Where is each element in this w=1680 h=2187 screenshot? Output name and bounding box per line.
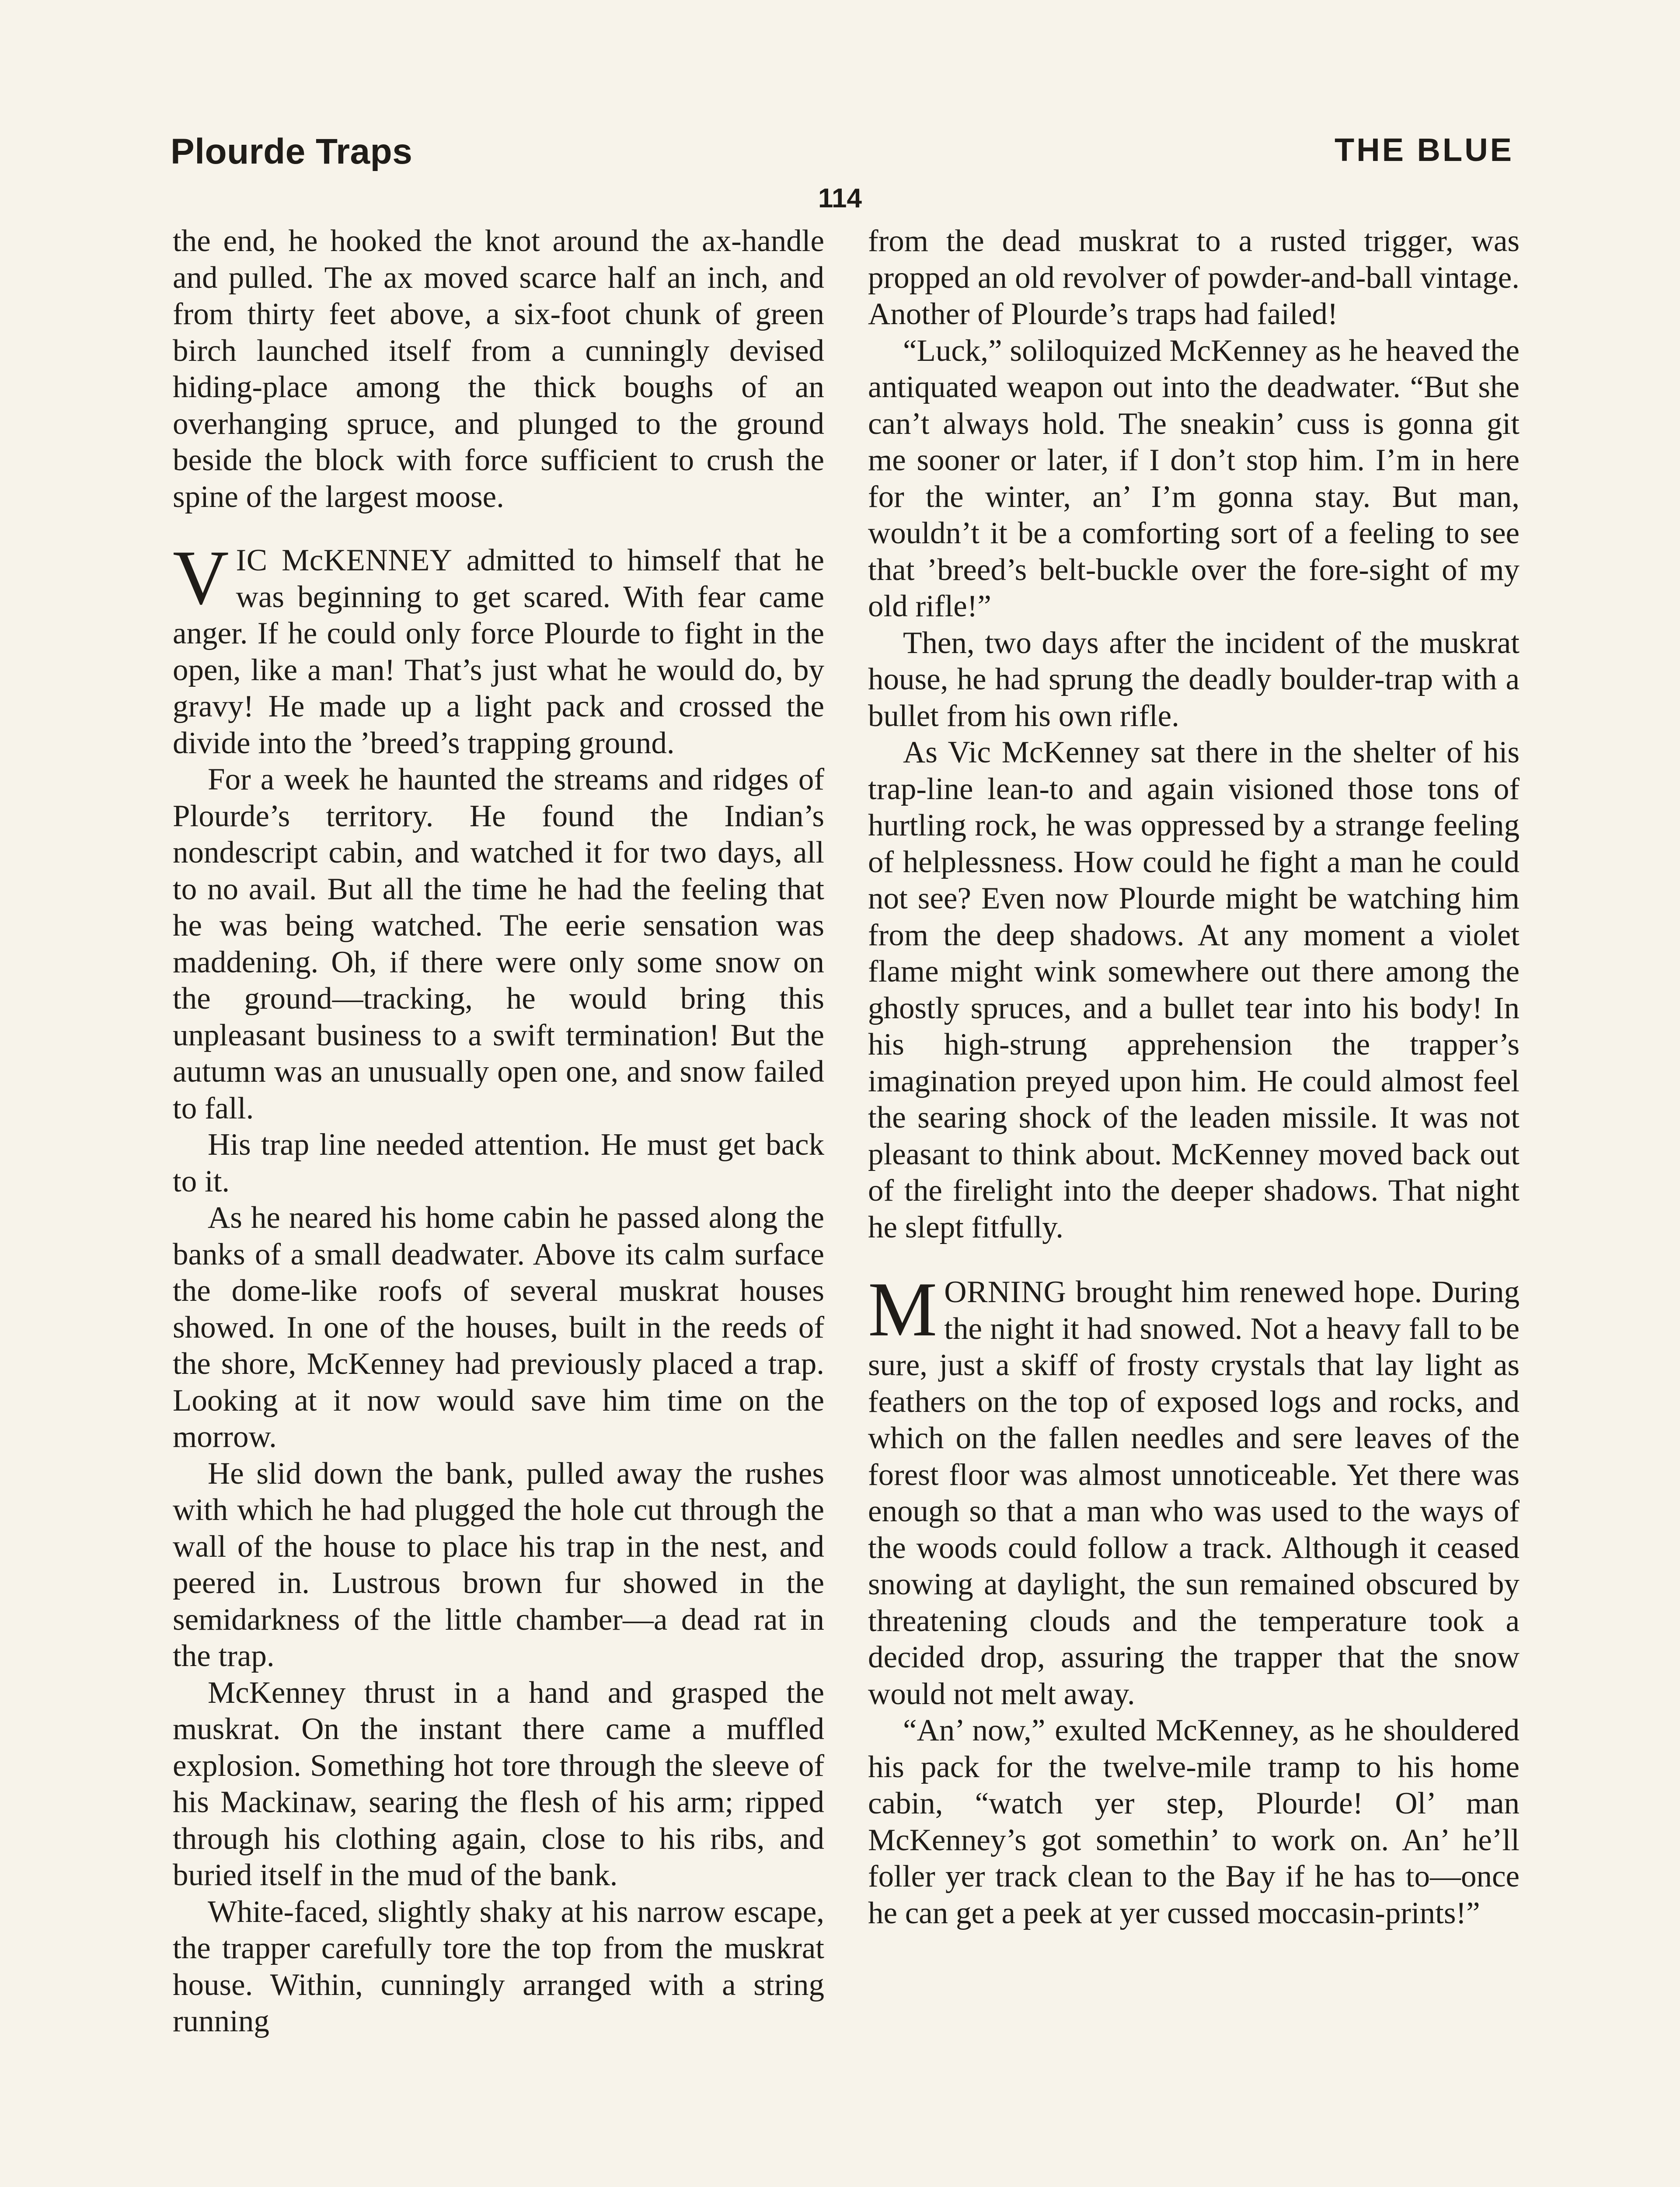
paragraph: “Luck,” soliloquized McKenney as he heaved the antiquated weapon out into the deadwater. “But she can’t always hold. The sneakin’ cuss is gonna git me sooner or later, if I don’t stop him. I’m in here for the winter, an’ I’m gonna stay. But man, wouldn’t it be a comforting sort of a feeling to see that ’breed’s belt-buckle over the fore-sight of my old rifle!”: [868, 333, 1520, 623]
page-number: 114: [818, 183, 862, 213]
paragraph: As Vic McKenney sat there in the shelter of his trap-line lean-to and again visioned those tons of hurtling rock, he was oppressed by a strange feeling of helplessness. How could he fight a man he could not see? Even now Plourde might be watching him from the deep shadows. At any moment a violet flame might wink somewhere out there among the ghostly spruces, and a bullet tear into his body! In his high-strung apprehension the trapper’s imagination preyed upon him. He could almost feel the searing shock of the leaden missile. It was not pleasant to think about. McKenney moved back out of the firelight into the deeper shadows. That night he slept fitfully.: [868, 735, 1520, 1244]
paragraph: the end, he hooked the knot around the ax-handle and pulled. The ax moved scarce half an inch, and from thirty feet above, a six-foot chunk of green birch launched itself from a cunningly devised hiding-place among the thick boughs of an overhanging spruce, and plunged to the ground beside the block with force sufficient to crush the spine of the largest moose.: [173, 224, 824, 514]
paragraph: His trap line needed attention. He must get back to it.: [173, 1128, 824, 1198]
paragraph-text: brought him renewed hope. During the night it had snowed. Not a heavy fall to be sure, just a skiff of frosty crystals that lay light as feathers on the top of exposed logs and rocks, and which on the fallen needles and sere leaves of the forest floor was almost unnoticeable. Yet there was enough so that a man who was used to the ways of the woods could follow a track. Although it ceased snowing at daylight, the sun remained obscured by threatening clouds and the temperature took a decided drop, assuring the trapper that the snow would not melt away.: [868, 1275, 1520, 1711]
story-title: Plourde Traps: [171, 132, 413, 171]
small-caps-lead: IC McKENNEY: [236, 543, 453, 577]
drop-cap: V: [173, 534, 229, 621]
paragraph: He slid down the bank, pulled away the rushes with which he had plugged the hole cut through the wall of the house to place his trap in the nest, and peered in. Lustrous brown fur showed in the semidarkness of the little chamber—a dead rat in the trap.: [173, 1456, 824, 1673]
paragraph: “An’ now,” exulted McKenney, as he shouldered his pack for the twelve-mile tramp to his home cabin, “watch yer step, Plourde! Ol’ man McKenney’s got somethin’ to work on. An’ he’ll foller yer track clean to the Bay if he has to—once he can get a peek at yer cussed moccasin-prints!”: [868, 1713, 1520, 1930]
paragraph: For a week he haunted the streams and ridges of Plourde’s territory. He found the Indian’s nondescript cabin, and watched it for two days, all to no avail. But all the time he had the feeling that he was being watched. The eerie sensation was maddening. Oh, if there were only some snow on the ground—tracking, he would bring this unpleasant business to a swift termination! But the autumn was an unusually open one, and snow failed to fall.: [173, 762, 824, 1125]
paragraph: White-faced, slightly shaky at his narrow escape, the trapper carefully tore the top from the muskrat house. Within, cunningly arranged with a string running: [173, 1894, 824, 2038]
left-column: [173, 223, 824, 2040]
paragraph-with-dropcap: [868, 1266, 1520, 1712]
right-column: [868, 223, 1520, 1932]
small-caps-lead: ORNING: [944, 1275, 1067, 1309]
paragraph-with-dropcap: [173, 534, 824, 762]
paragraph-text: admitted to himself that he was beginning to get scared. With fear came anger. If he could only force Plourde to fight in the open, like a man! That’s just what he would do, by gravy! He made up a light pack and crossed the divide into the ’breed’s trapping ground.: [173, 543, 824, 760]
paragraph: McKenney thrust in a hand and grasped the muskrat. On the instant there came a muffled explosion. Something hot tore through the sleeve of his Mackinaw, searing the flesh of his arm; ripped through his clothing again, close to his ribs, and buried itself in the mud of the bank.: [173, 1675, 824, 1892]
paragraph: As he neared his home cabin he passed along the banks of a small deadwater. Above its calm surface the dome-like roofs of several muskrat houses showed. In one of the houses, built in the reeds of the shore, McKenney had previously placed a trap. Looking at it now would save him time on the morrow.: [173, 1201, 824, 1454]
paragraph: from the dead muskrat to a rusted trigger, was propped an old revolver of powder-and-ball vintage. Another of Plourde’s traps had failed!: [868, 224, 1520, 331]
magazine-title: THE BLUE: [1335, 132, 1514, 168]
drop-cap: M: [868, 1266, 938, 1352]
paragraph: Then, two days after the incident of the muskrat house, he had sprung the deadly boulder-trap with a bullet from his own rifle.: [868, 625, 1520, 733]
page-header: [171, 131, 1514, 188]
